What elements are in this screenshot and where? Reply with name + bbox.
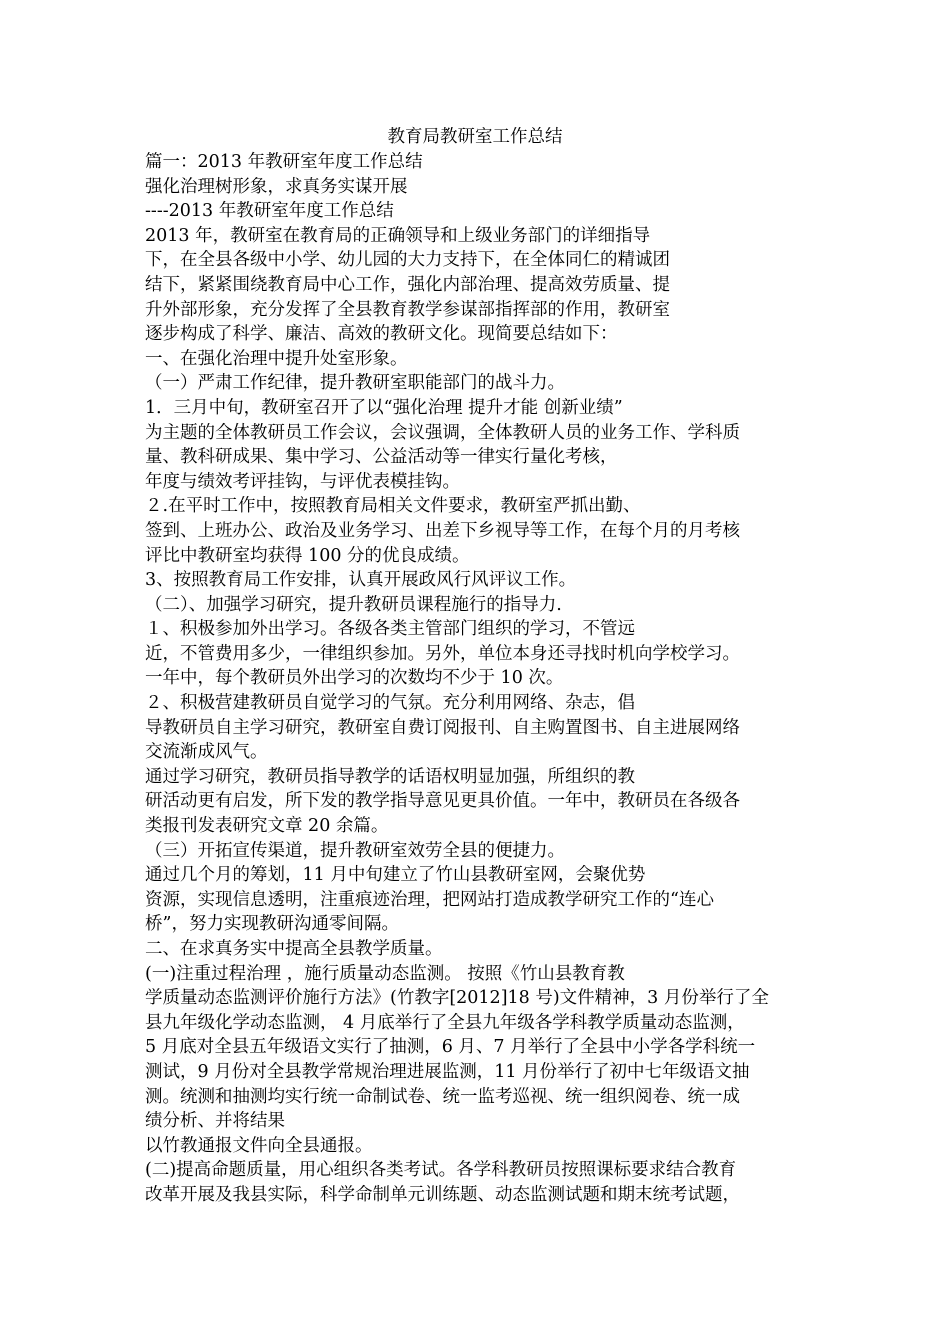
body-line: 绩分析、并将结果 xyxy=(145,1111,285,1132)
body-line: 类报刊发表研究文章 20 余篇。 xyxy=(145,816,389,837)
body-line: 逐步构成了科学、廉洁、高效的教研文化。现简要总结如下： xyxy=(145,324,618,345)
body-line: 通过学习研究，教研员指导教学的话语权明显加强，所组织的教 xyxy=(145,766,635,787)
body-line: (一)注重过程治理 ，施行质量动态监测。 按照《竹山县教育教 xyxy=(145,963,625,984)
body-line: 年度与绩效考评挂钩，与评优表模挂钩。 xyxy=(145,471,460,492)
body-line: 篇一：2013 年教研室年度工作总结 xyxy=(145,152,423,172)
body-line: ----2013 年教研室年度工作总结 xyxy=(145,201,394,222)
body-line: （一）严肃工作纪律，提升教研室职能部门的战斗力。 xyxy=(145,373,565,394)
body-line: (二)提高命题质量，用心组织各类考试。各学科教研员按照课标要求结合教育 xyxy=(145,1160,737,1181)
body-line: 测。统测和抽测均实行统一命制试卷、统一监考巡视、统一组织阅卷、统一成 xyxy=(145,1086,740,1107)
body-line: 学质量动态监测评价施行方法》(竹教字[2012]18 号)文件精神，3 月份举行了全 xyxy=(145,988,769,1009)
body-line: （二）、加强学习研究，提升教研员课程施行的指导力. xyxy=(145,594,562,615)
body-line: 5 月底对全县五年级语文实行了抽测，6 月、7 月举行了全县中小学各学科统一 xyxy=(145,1037,756,1058)
body-line: 研活动更有启发，所下发的教学指导意见更具价值。一年中，教研员在各级各 xyxy=(145,791,740,812)
body-line: ２.在平时工作中，按照教育局相关文件要求，教研室严抓出勤、 xyxy=(145,496,641,517)
body-line: 资源，实现信息透明，注重痕迹治理，把网站打造成教学研究工作的“连心 xyxy=(145,889,714,910)
body-line: 量、教科研成果、集中学习、公益活动等一律实行量化考核， xyxy=(145,447,618,468)
document-title: 教育局教研室工作总结 xyxy=(387,127,563,147)
body-line: 改革开展及我县实际，科学命制单元训练题、动态监测试题和期末统考试题， xyxy=(145,1184,740,1205)
body-line: 评比中教研室均获得 100 分的优良成绩。 xyxy=(145,545,470,566)
body-line: 交流渐成风气。 xyxy=(145,742,268,763)
body-line: 通过几个月的筹划，11 月中旬建立了竹山县教研室网，会聚优势 xyxy=(145,865,646,886)
body-line: 县九年级化学动态监测， 4 月底举行了全县九年级各学科教学质量动态监测， xyxy=(145,1012,745,1033)
body-line: 以竹教通报文件向全县通报。 xyxy=(145,1135,373,1156)
body-line: 签到、上班办公、政治及业务学习、出差下乡视导等工作，在每个月的月考核 xyxy=(145,520,740,541)
document-body xyxy=(145,150,825,1208)
body-line: 为主题的全体教研员工作会议，会议强调，全体教研人员的业务工作、学科质 xyxy=(145,422,740,443)
body-line: 2013 年，教研室在教育局的正确领导和上级业务部门的详细指导 xyxy=(145,225,651,246)
body-line: 3、按照教育局工作安排，认真开展政风行风评议工作。 xyxy=(145,570,577,591)
body-line: 强化治理树形象，求真务实谋开展 xyxy=(145,176,408,197)
body-line: 二、在求真务实中提高全县教学质量。 xyxy=(145,939,443,959)
body-line: 测试，9 月份对全县教学常规治理进展监测，11 月份举行了初中七年级语文抽 xyxy=(145,1061,750,1082)
body-line: 一年中，每个教研员外出学习的次数均不少于 10 次。 xyxy=(145,668,564,689)
body-line: １、积极参加外出学习。各级各类主管部门组织的学习，不管远 xyxy=(145,619,635,640)
body-line: 升外部形象，充分发挥了全县教育教学参谋部指挥部的作用，教研室 xyxy=(145,299,670,320)
body-line: （三）开拓宣传渠道，提升教研室效劳全县的便捷力。 xyxy=(145,840,565,861)
body-line: 一、在强化治理中提升处室形象。 xyxy=(145,348,408,369)
body-line: 近，不管费用多少，一律组织参加。另外，单位本身还寻找时机向学校学习。 xyxy=(145,643,740,664)
body-line: 1．三月中旬，教研室召开了以“强化治理 提升才能 创新业绩” xyxy=(145,397,623,418)
body-line: 桥”，努力实现教研沟通零间隔。 xyxy=(145,914,399,935)
body-line: ２、积极营建教研员自觉学习的气氛。充分利用网络、杂志，倡 xyxy=(145,693,635,714)
body-line: 下，在全县各级中小学、幼儿园的大力支持下，在全体同仁的精诚团 xyxy=(145,250,670,271)
body-line: 导教研员自主学习研究，教研室自费订阅报刊、自主购置图书、自主进展网络 xyxy=(145,717,740,738)
body-line: 结下，紧紧围绕教育局中心工作，强化内部治理、提高效劳质量、提 xyxy=(145,274,670,295)
